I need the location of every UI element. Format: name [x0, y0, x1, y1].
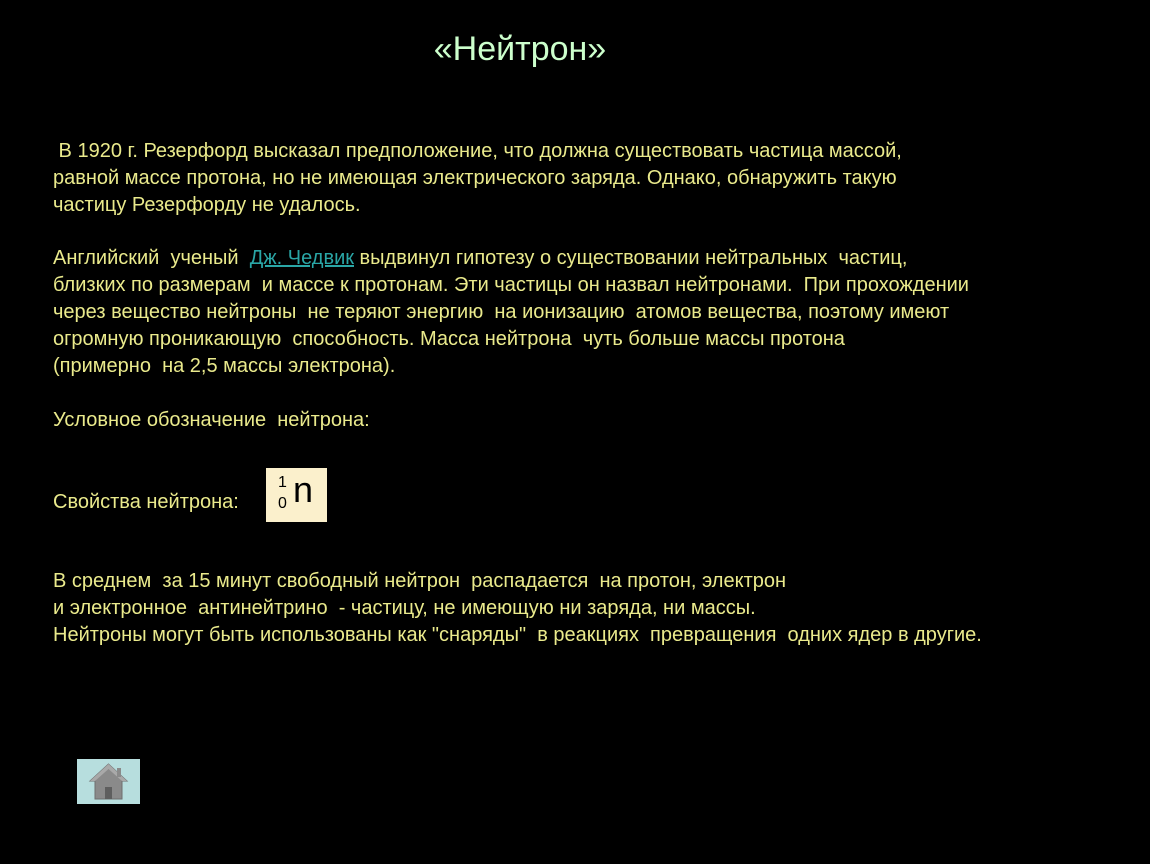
paragraph-rutherford [53, 138, 902, 219]
slide-title: «Нейтрон» [433, 30, 607, 68]
paragraph-line: и электронное антинейтрино - частицу, не имеющую ни заряда, ни массы. [53, 597, 756, 619]
paragraph-line: близких по размерам и массе к протонам. Эти частицы он назвал нейтронами. При прохождении [53, 274, 969, 296]
paragraph-line [53, 245, 969, 272]
charge-number: 0 [278, 495, 287, 512]
properties-label: Свойства нейтрона: [53, 491, 239, 513]
paragraph-line: через вещество нейтроны не теряют энергию на ионизацию атомов вещества, поэтому имеют [53, 301, 950, 323]
paragraph-line: частицу Резерфорду не удалось. [53, 194, 361, 216]
paragraph-line: В 1920 г. Резерфорд высказал предположение, что должна существовать частица массой, [53, 140, 902, 162]
paragraph-line: огромную проникающую способность. Масса нейтрона чуть больше массы протона [53, 328, 845, 350]
home-button[interactable] [77, 759, 140, 804]
text-before-link: Английский ученый [53, 247, 250, 269]
paragraph-chadwick [53, 245, 969, 380]
paragraph-line: Нейтроны могут быть использованы как "снаряды" в реакциях превращения одних ядер в другие. [53, 624, 982, 646]
paragraph-line: В среднем за 15 минут свободный нейтрон распадается на протон, электрон [53, 570, 787, 592]
neutron-symbol [266, 468, 327, 522]
neutron-letter: n [293, 469, 314, 510]
paragraph-line: (примерно на 2,5 массы электрона). [53, 355, 396, 377]
paragraph-line: равной массе протона, но не имеющая электрического заряда. Однако, обнаружить такую [53, 167, 897, 189]
paragraph-decay [53, 568, 982, 649]
text-after-link: выдвинул гипотезу о существовании нейтральных частиц, [354, 247, 908, 269]
home-icon [77, 759, 140, 804]
chadwick-link[interactable]: Дж. Чедвик [249, 247, 354, 269]
symbol-label: Условное обозначение нейтрона: [53, 409, 370, 431]
mass-number: 1 [278, 474, 287, 491]
